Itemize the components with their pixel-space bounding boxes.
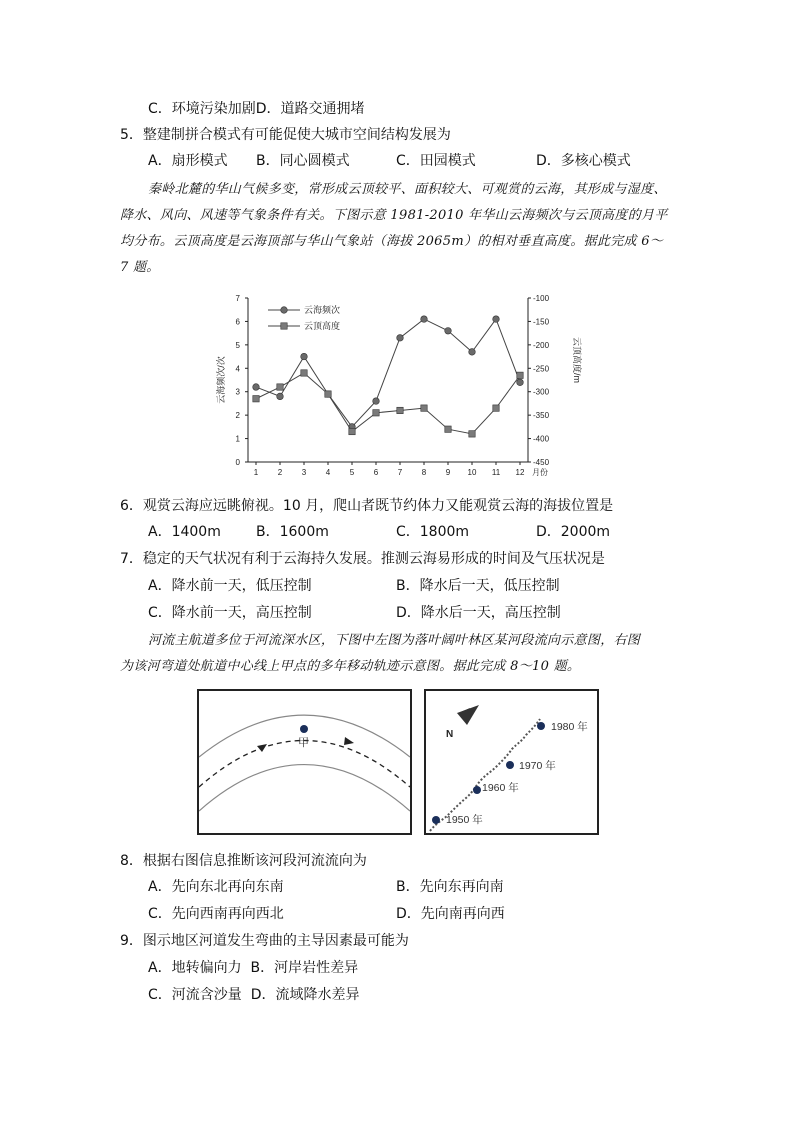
flow-arrow-right — [344, 737, 354, 745]
compass-arrow-icon — [457, 705, 479, 725]
point-1950 — [432, 816, 440, 824]
series-line-1 — [256, 319, 520, 427]
right-tick-label: -400 — [533, 434, 550, 444]
passage1-line-1: 秦岭北麓的华山气候多变，常形成云顶较平、面积较大、可观赏的云海，其形成与湿度、 — [148, 182, 667, 197]
q9-option-c: C．河流含沙量 — [148, 987, 242, 1003]
freq-point — [373, 398, 380, 405]
q6-option-b: B．1600m — [256, 524, 329, 540]
x-tick-label: 4 — [325, 468, 331, 477]
point-1980 — [537, 722, 545, 730]
label-1980: 1980 年 — [551, 721, 588, 733]
left-tick-label: 6 — [235, 317, 240, 327]
q9-option-b: B．河岸岩性差异 — [250, 960, 359, 976]
height-point — [445, 426, 451, 432]
q4-option-d: D．道路交通拥堵 — [255, 101, 365, 117]
flow-arrow-left — [257, 744, 267, 752]
q9-options-row2 — [148, 985, 359, 1005]
freq-point — [421, 316, 428, 323]
x-tick-label: 12 — [515, 468, 525, 477]
left-tick-label: 2 — [235, 411, 240, 421]
q7-option-a: A．降水前一天，低压控制 — [148, 578, 312, 594]
freq-point — [253, 384, 260, 391]
left-tick-label: 4 — [235, 364, 240, 374]
q8-stem: 8．根据右图信息推断该河段河流流向为 — [120, 853, 367, 869]
q5-option-c: C．田园模式 — [396, 153, 476, 169]
q7-option-c: C．降水前一天，高压控制 — [148, 605, 312, 621]
q9-option-a: A．地转偏向力 — [148, 960, 242, 976]
x-tick-label: 1 — [253, 468, 259, 477]
passage2-line-2: 为该河弯道处航道中心线上甲点的多年移动轨迹示意图。据此完成 8～10 题。 — [120, 659, 581, 674]
right-axis-title: 云顶高度/m — [572, 337, 582, 383]
q6-option-a: A．1400m — [148, 524, 221, 540]
q9-stem: 9．图示地区河道发生弯曲的主导因素最可能为 — [120, 933, 409, 949]
right-tick-label: -100 — [533, 294, 550, 303]
label-1960: 1960 年 — [482, 782, 519, 794]
q8-option-a: A．先向东北再向东南 — [148, 879, 284, 895]
point-1960 — [473, 786, 481, 794]
q7-option-d: D．降水后一天，高压控制 — [396, 605, 561, 621]
q5-stem: 5．整建制拼合模式有可能促使大城市空间结构发展为 — [120, 127, 451, 143]
legend-label-2: 云顶高度 — [304, 321, 341, 331]
label-1970: 1970 年 — [519, 760, 556, 772]
height-point — [421, 405, 427, 411]
legend-label-1: 云海频次 — [304, 305, 341, 315]
right-tick-label: -300 — [533, 387, 550, 397]
legend-marker-square — [281, 323, 287, 329]
left-tick-label: 3 — [235, 387, 240, 397]
q8-option-d: D．先向南再向西 — [396, 906, 505, 922]
left-tick-label: 5 — [235, 340, 240, 350]
point-1970 — [506, 761, 514, 769]
point-jia-marker — [300, 725, 308, 733]
north-label: N — [446, 729, 454, 740]
height-point — [493, 405, 499, 411]
right-tick-label: -200 — [533, 340, 550, 350]
left-tick-label: 0 — [235, 458, 240, 467]
x-tick-label: 8 — [421, 468, 427, 477]
x-axis-label: 月份 — [532, 468, 548, 477]
height-point — [349, 428, 355, 434]
legend-marker-circle — [281, 307, 288, 314]
right-tick-label: -150 — [533, 317, 550, 327]
q8-option-c: C．先向西南再向西北 — [148, 906, 284, 922]
left-tick-label: 7 — [235, 294, 240, 303]
river-flow-figure — [197, 689, 412, 835]
passage1-line-3: 均分布。云顶高度是云海顶部与华山气象站（海拔 2065m）的相对垂直高度。据此完成 6～ — [120, 234, 664, 249]
freq-point — [445, 328, 452, 335]
height-point — [397, 407, 403, 413]
x-tick-label: 11 — [491, 468, 501, 477]
x-tick-label: 3 — [301, 468, 307, 477]
freq-point — [469, 349, 476, 356]
height-point — [469, 431, 475, 437]
point-jia-label: 甲 — [298, 737, 309, 749]
q9-options-row1 — [148, 958, 358, 978]
height-point — [517, 372, 523, 378]
left-tick-label: 1 — [235, 434, 240, 444]
passage1-line-4: 7 题。 — [120, 260, 160, 275]
river-bank-upper — [199, 715, 410, 757]
cloud-sea-chart — [210, 288, 590, 480]
x-tick-label: 2 — [277, 468, 283, 477]
height-point — [277, 384, 283, 390]
river-bank-lower — [199, 765, 410, 812]
q9-option-d: D．流域降水差异 — [250, 987, 360, 1003]
right-tick-label: -250 — [533, 364, 550, 374]
height-point — [325, 391, 331, 397]
passage1-line-2: 降水、风向、风速等气象条件有关。下图示意 1981-2010 年华山云海频次与云顶高度的月平 — [120, 208, 668, 223]
right-tick-label: -350 — [533, 411, 550, 421]
passage2-line-1: 河流主航道多位于河流深水区，下图中左图为落叶阔叶林区某河段流向示意图，右图 — [148, 633, 641, 648]
q8-option-b: B．先向东再向南 — [396, 879, 504, 895]
series-line-2 — [256, 373, 520, 434]
height-point — [253, 396, 259, 402]
freq-point — [277, 393, 284, 400]
freq-point — [493, 316, 500, 323]
x-tick-label: 10 — [467, 468, 477, 477]
q6-option-c: C．1800m — [396, 524, 470, 540]
left-axis-title: 云海频次/次 — [216, 356, 226, 404]
q5-option-b: B．同心圆模式 — [256, 153, 350, 169]
height-point — [373, 410, 379, 416]
label-1950: 1950 年 — [446, 814, 483, 826]
q6-option-d: D．2000m — [536, 524, 611, 540]
freq-point — [301, 353, 308, 360]
right-tick-label: -450 — [533, 458, 550, 467]
q7-stem: 7．稳定的天气状况有利于云海持久发展。推测云海易形成的时间及气压状况是 — [120, 551, 605, 567]
q5-option-d: D．多核心模式 — [536, 153, 631, 169]
point-trajectory-figure — [424, 689, 599, 835]
q7-option-b: B．降水后一天，低压控制 — [396, 578, 560, 594]
freq-point — [517, 379, 524, 386]
x-tick-label: 9 — [445, 468, 451, 477]
height-point — [301, 370, 307, 376]
x-tick-label: 5 — [349, 468, 355, 477]
q5-option-a: A．扇形模式 — [148, 153, 228, 169]
freq-point — [397, 335, 404, 342]
x-tick-label: 6 — [373, 468, 379, 477]
x-tick-label: 7 — [397, 468, 403, 477]
q4-option-c: C．环境污染加剧 — [148, 101, 256, 117]
q6-stem: 6．观赏云海应远眺俯视。10 月，爬山者既节约体力又能观赏云海的海拔位置是 — [120, 498, 614, 514]
q4-options — [148, 99, 365, 119]
